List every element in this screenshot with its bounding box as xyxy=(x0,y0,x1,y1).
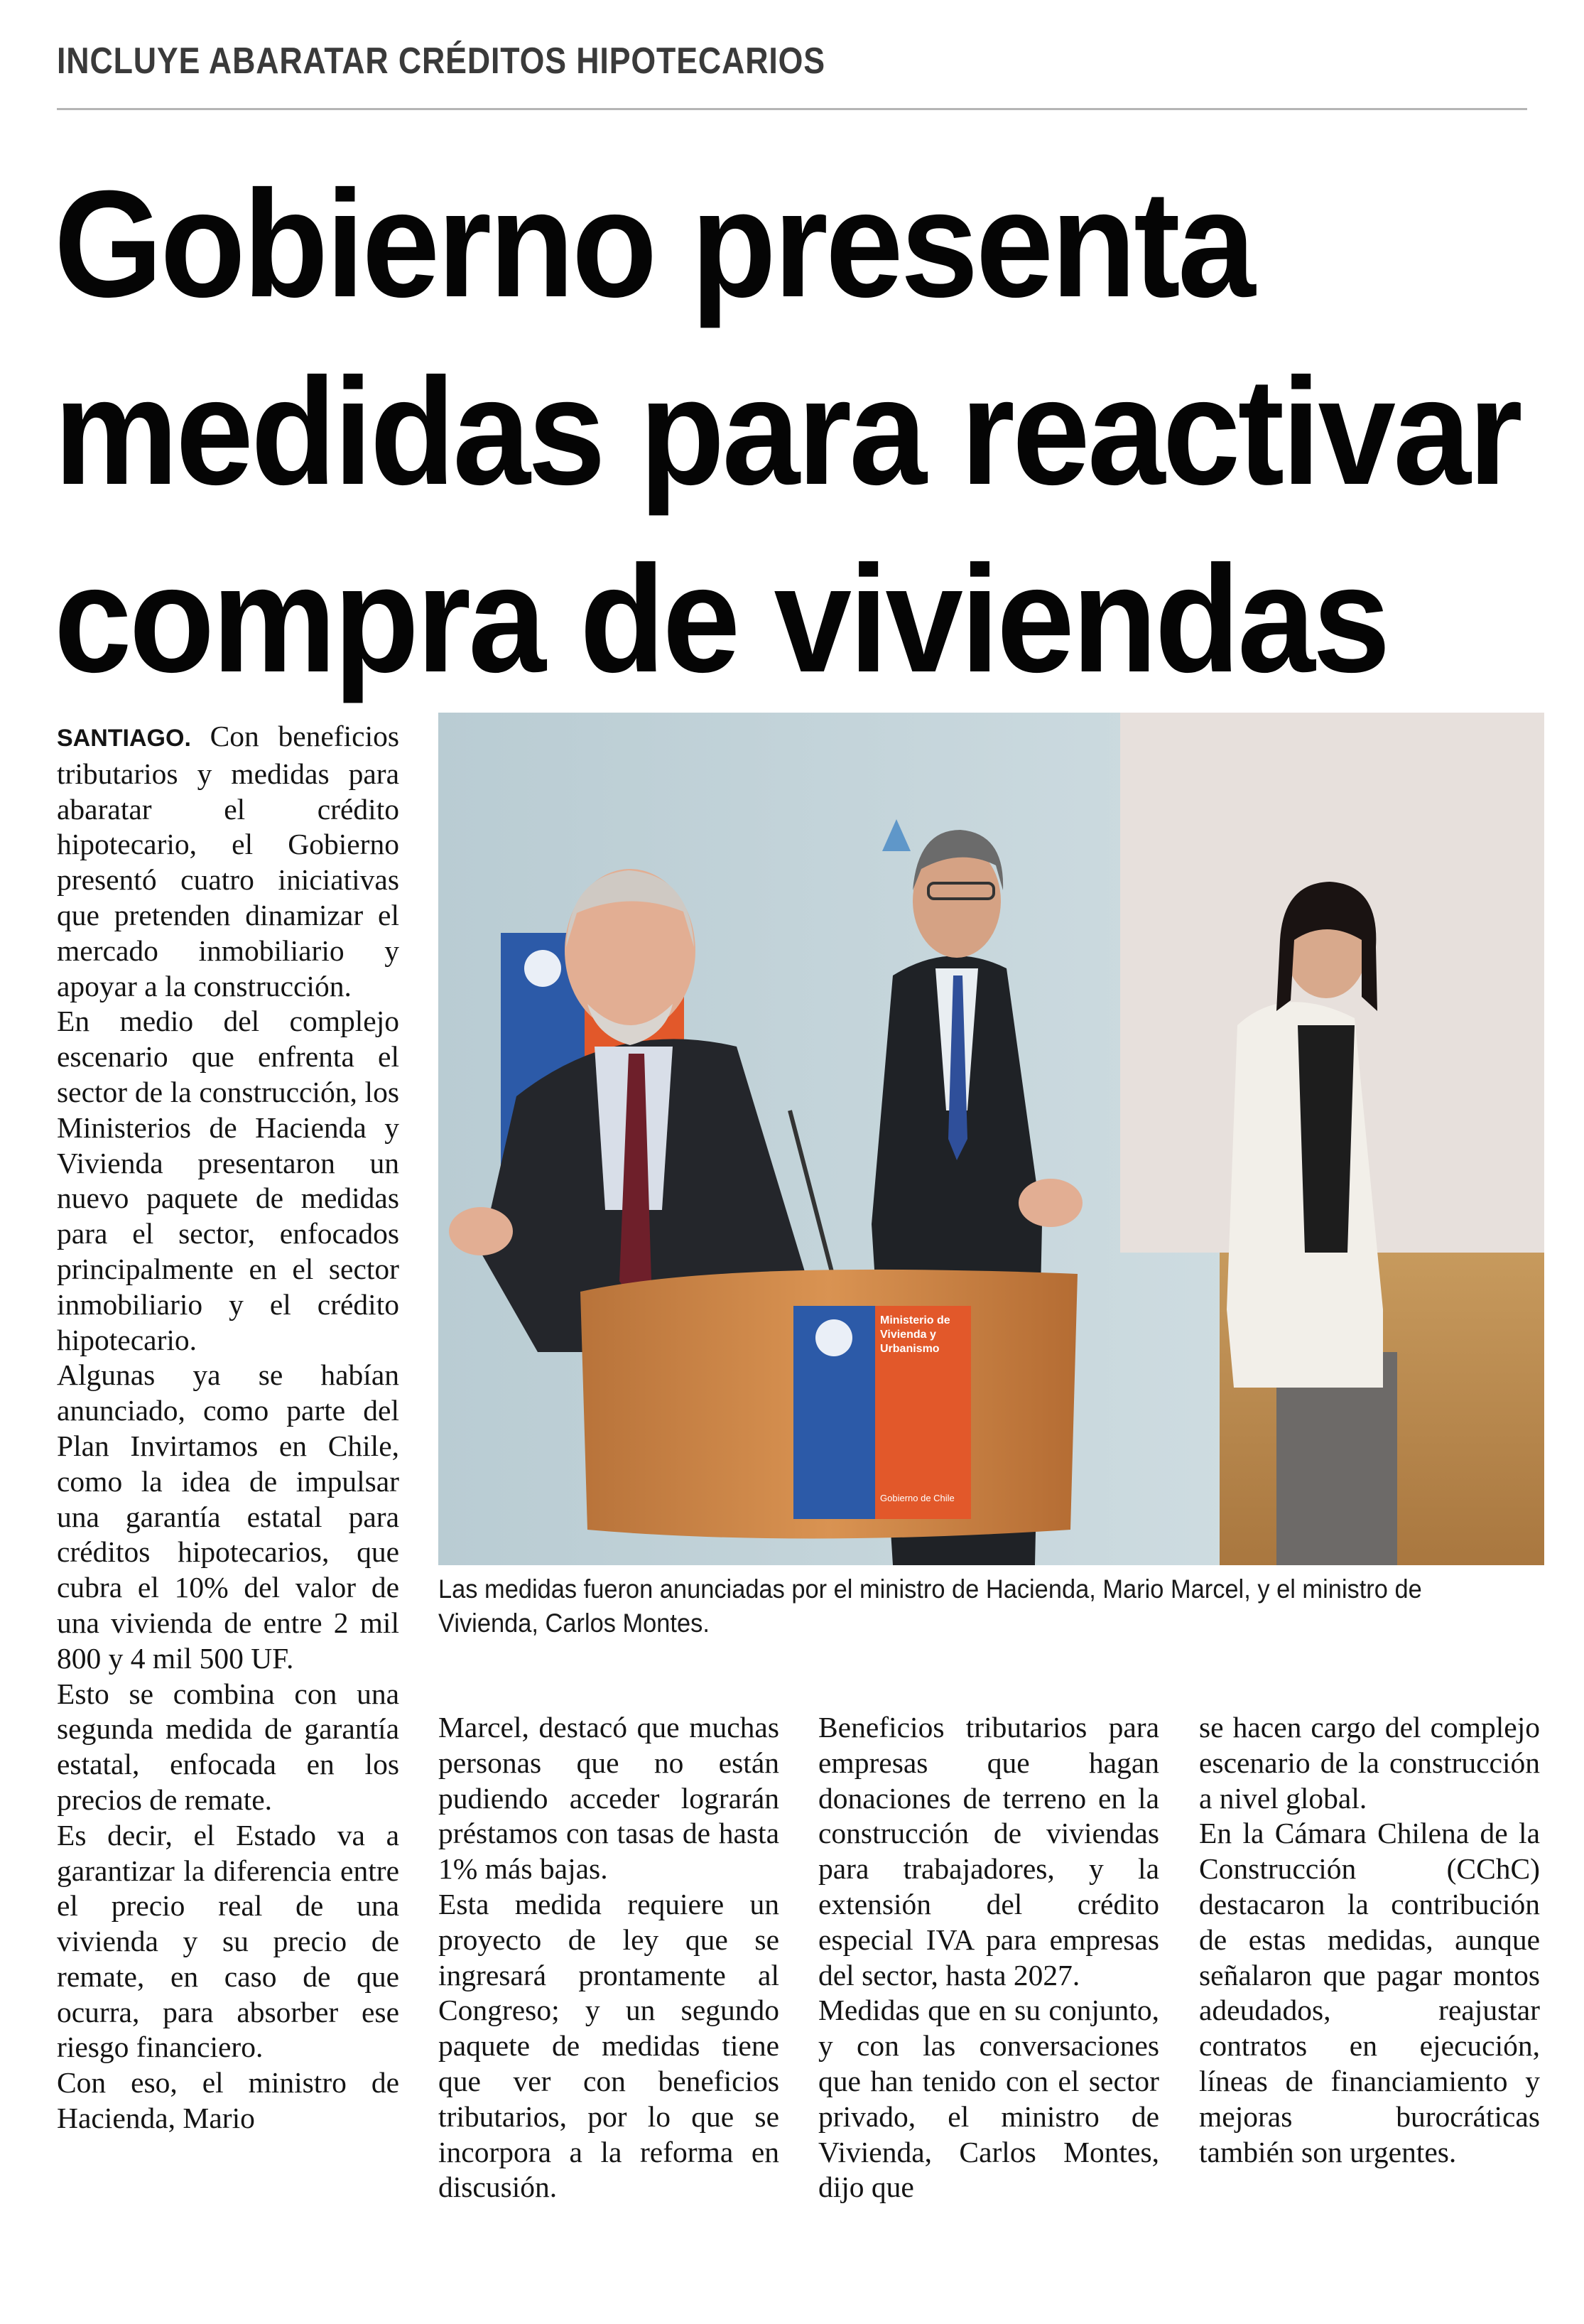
article-column-1 xyxy=(57,719,399,2136)
dateline: SANTIAGO. xyxy=(57,725,191,752)
article-paragraph: Marcel, destacó que muchas personas que no están pudiendo acceder lograrán préstamos con tasas de hasta 1% más bajas. xyxy=(438,1711,779,1886)
article-paragraph: Esta medida requiere un proyecto de ley que se ingresará prontamente al Congreso; y un segundo paquete de medidas tiene que ver con beneficios tributarios, por lo que se incorpora a la reforma en discusión. xyxy=(438,1887,779,2204)
article-paragraph: Medidas que en su conjunto, y con las conversaciones que han tenido con el sector privado, el ministro de Vivienda, Carlos Montes, dijo que xyxy=(818,1994,1159,2204)
article-paragraph: Esto se combina con una segunda medida de garantía estatal, enfocada en los precios de remate. xyxy=(57,1677,399,1816)
press-photo xyxy=(438,713,1544,1565)
section-kicker: INCLUYE ABARATAR CRÉDITOS HIPOTECARIOS xyxy=(57,40,825,82)
article-paragraph: Beneficios tributarios para empresas que hagan donaciones de terreno en la construcción de viviendas para trabajadores, y la extensión del crédito especial IVA para empresas del sector, hasta 2027. xyxy=(818,1711,1159,1991)
paragraph-text: Con beneficios tributarios y medidas para abaratar el crédito hipotecario, el Gobierno presentó cuatro iniciativas que pretenden dinamizar el mercado inmobiliario y apoyar a la construcción. xyxy=(57,720,399,1002)
article-paragraph: Con eso, el ministro de Hacienda, Mario xyxy=(57,2066,399,2135)
headline-line-1: Gobierno presenta xyxy=(54,159,1253,329)
article-column-4 xyxy=(1199,1710,1540,2170)
article-paragraph: En la Cámara Chilena de la Construcción (CChC) destacaron la contribución de estas medidas, aunque señalaron que pagar montos adeudados, reajustar contratos en ejecución, líneas de financiamiento y mejoras burocráticas también son urgentes. xyxy=(1199,1817,1540,2168)
headline-line-2: medidas para reactivar xyxy=(54,347,1521,517)
article-column-3 xyxy=(818,1710,1159,2205)
article-paragraph: se hacen cargo del complejo escenario de la construcción a nivel global. xyxy=(1199,1711,1540,1815)
svg-text:Gobierno de Chile: Gobierno de Chile xyxy=(880,1493,955,1503)
article-paragraph: Es decir, el Estado va a garantizar la diferencia entre el precio real de una vivienda y su precio de remate, en caso de que ocurra, para absorber ese riesgo financiero. xyxy=(57,1818,399,2064)
headline xyxy=(54,151,1581,713)
photo-caption: Las medidas fueron anunciadas por el ministro de Hacienda, Mario Marcel, y el ministro de Vivienda, Carlos Montes. xyxy=(438,1574,1422,1638)
article-paragraph: En medio del complejo escenario que enfrenta el sector de la construcción, los Ministerios de Hacienda y Vivienda presentaron un nuevo paquete de medidas para el sector, enfocados principalmente en el sector inmobiliario y el crédito hipotecario. xyxy=(57,1005,399,1356)
headline-line-3: compra de viviendas xyxy=(54,534,1388,704)
podium xyxy=(580,1270,1078,1539)
svg-text:Ministerio deVivienda yUrbanis: Ministerio de Vivienda y Urbanismo xyxy=(880,1314,950,1355)
article-paragraph: Algunas ya se habían anunciado, como parte del Plan Invirtamos en Chile, como la idea de impulsar una garantía estatal para créditos hipotecarios, que cubra el 10% del valor de una vivienda de entre 2 mil 800 y 4 mil 500 UF. xyxy=(57,1358,399,1675)
article-column-2 xyxy=(438,1710,779,2205)
article-paragraph xyxy=(57,719,399,1004)
kicker-divider xyxy=(57,108,1527,110)
